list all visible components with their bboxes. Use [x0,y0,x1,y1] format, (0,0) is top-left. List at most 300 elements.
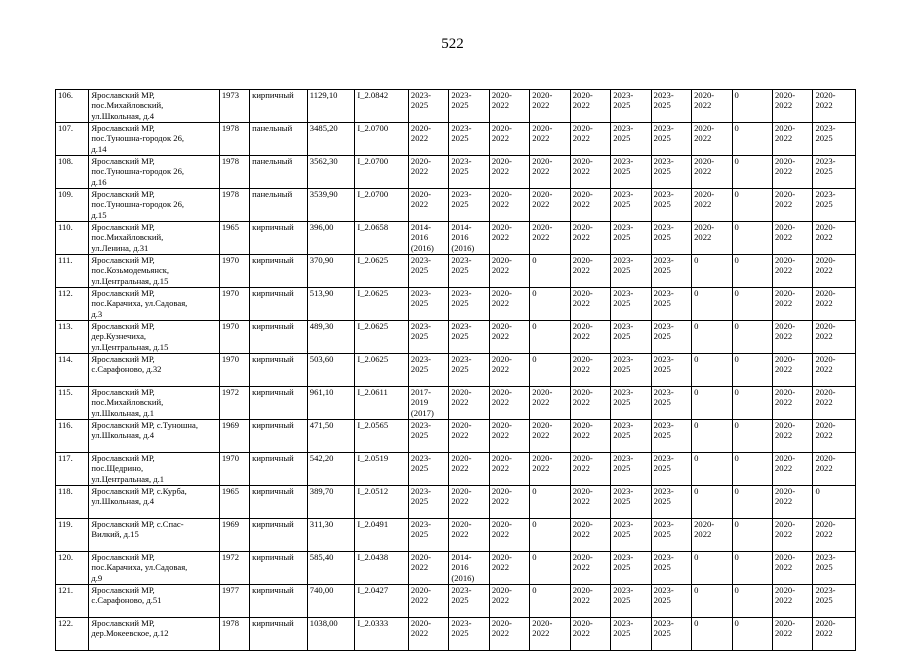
period-cell: 0 [692,420,732,453]
period-cell: 2020- 2022 [570,585,610,618]
period-cell: 0 [692,486,732,519]
year-cell: 1965 [219,222,249,255]
period-cell: 2023- 2025 [611,618,651,651]
row-number-cell: 121. [56,585,89,618]
period-cell: 2023- 2025 [611,453,651,486]
code-cell: I_2.0427 [355,585,409,618]
code-cell: I_2.0842 [355,90,409,123]
period-cell: 2020- 2022 [773,519,813,552]
period-cell: 2023- 2025 [611,156,651,189]
address-cell: Ярославский МР, с.Туношна, ул.Школьная, д.4 [89,420,219,453]
period-cell: 2023- 2025 [408,354,448,387]
period-cell: 0 [732,255,772,288]
row-number-cell: 119. [56,519,89,552]
period-cell: 2020- 2022 [773,486,813,519]
period-cell: 0 [530,519,570,552]
period-cell: 2023- 2025 [813,585,856,618]
address-cell: Ярославский МР, пос.Щедрино, ул.Центральная, д.1 [89,453,219,486]
period-cell: 2023- 2025 [449,189,489,222]
period-cell: 2020- 2022 [530,618,570,651]
row-number-cell: 113. [56,321,89,354]
period-cell: 2023- 2025 [408,288,448,321]
table-row [56,420,856,453]
period-cell: 2020- 2022 [813,255,856,288]
period-cell: 2023- 2025 [651,618,691,651]
period-cell: 2023- 2025 [408,321,448,354]
year-cell: 1970 [219,288,249,321]
area-cell: 471,50 [307,420,355,453]
area-cell: 542,20 [307,453,355,486]
period-cell: 2020- 2022 [489,189,529,222]
area-cell: 513,90 [307,288,355,321]
row-number-cell: 115. [56,387,89,420]
row-number-cell: 107. [56,123,89,156]
period-cell: 0 [692,453,732,486]
period-cell: 0 [732,288,772,321]
period-cell: 2020- 2022 [692,519,732,552]
period-cell: 2020- 2022 [489,90,529,123]
period-cell: 2020- 2022 [692,90,732,123]
period-cell: 2020- 2022 [570,123,610,156]
wall-material-cell: кирпичный [250,453,308,486]
period-cell: 2023- 2025 [651,420,691,453]
period-cell: 0 [732,387,772,420]
period-cell: 2020- 2022 [773,387,813,420]
period-cell: 2023- 2025 [449,123,489,156]
area-cell: 370,90 [307,255,355,288]
period-cell: 2020- 2022 [813,453,856,486]
wall-material-cell: панельный [250,123,308,156]
period-cell: 2020- 2022 [489,453,529,486]
period-cell: 0 [692,585,732,618]
address-cell: Ярославский МР, с.Курба, ул.Школьная, д.4 [89,486,219,519]
row-number-cell: 120. [56,552,89,585]
table-row [56,618,856,651]
wall-material-cell: кирпичный [250,618,308,651]
period-cell: 2020- 2022 [570,321,610,354]
period-cell: 0 [732,354,772,387]
table-row [56,354,856,387]
year-cell: 1978 [219,189,249,222]
page-number: 522 [441,36,464,52]
period-cell: 0 [732,321,772,354]
period-cell: 2023- 2025 [611,90,651,123]
table-row [56,90,856,123]
period-cell: 2023- 2025 [611,255,651,288]
period-cell: 2020- 2022 [773,255,813,288]
code-cell: I_2.0700 [355,156,409,189]
period-cell: 2020- 2022 [813,519,856,552]
period-cell: 2020- 2022 [773,420,813,453]
period-cell: 2020- 2022 [570,156,610,189]
period-cell: 0 [692,618,732,651]
period-cell: 0 [732,420,772,453]
period-cell: 2020- 2022 [773,321,813,354]
period-cell: 0 [530,321,570,354]
row-number-cell: 114. [56,354,89,387]
period-cell: 2020- 2022 [530,156,570,189]
period-cell: 2023- 2025 [449,321,489,354]
period-cell: 0 [732,156,772,189]
code-cell: I_2.0625 [355,255,409,288]
period-cell: 0 [732,222,772,255]
period-cell: 2023- 2025 [449,255,489,288]
period-cell: 2023- 2025 [611,486,651,519]
period-cell: 2023- 2025 [611,189,651,222]
period-cell: 2020- 2022 [570,189,610,222]
wall-material-cell: кирпичный [250,255,308,288]
period-cell: 2020- 2022 [449,453,489,486]
period-cell: 2023- 2025 [611,552,651,585]
area-cell: 585,40 [307,552,355,585]
address-cell: Ярославский МР, пос.Михайловский, ул.Школьная, д.1 [89,387,219,420]
year-cell: 1973 [219,90,249,123]
period-cell: 2023- 2025 [611,420,651,453]
period-cell: 2023- 2025 [449,585,489,618]
period-cell: 2020- 2022 [773,288,813,321]
address-cell: Ярославский МР, пос.Карачиха, ул.Садовая, д.9 [89,552,219,585]
period-cell: 0 [692,288,732,321]
period-cell: 2020- 2022 [489,255,529,288]
wall-material-cell: кирпичный [250,321,308,354]
period-cell: 2020- 2022 [570,618,610,651]
period-cell: 2023- 2025 [449,354,489,387]
period-cell: 2020- 2022 [530,189,570,222]
period-cell: 2023- 2025 [813,189,856,222]
period-cell: 2023- 2025 [813,552,856,585]
period-cell: 2020- 2022 [408,189,448,222]
period-cell: 2023- 2025 [611,519,651,552]
area-cell: 389,70 [307,486,355,519]
period-cell: 2020- 2022 [489,222,529,255]
period-cell: 2020- 2022 [449,387,489,420]
table-row [56,189,856,222]
row-number-cell: 109. [56,189,89,222]
period-cell: 2023- 2025 [651,486,691,519]
row-number-cell: 117. [56,453,89,486]
period-cell: 2020- 2022 [813,288,856,321]
period-cell: 2020- 2022 [773,156,813,189]
period-cell: 2020- 2022 [692,123,732,156]
period-cell: 2020- 2022 [408,585,448,618]
period-cell: 2014- 2016 (2016) [449,222,489,255]
address-cell: Ярославский МР, пос.Туношна-городок 26, д.15 [89,189,219,222]
period-cell: 2023- 2025 [408,453,448,486]
code-cell: I_2.0700 [355,123,409,156]
period-cell: 0 [530,552,570,585]
period-cell: 2020- 2022 [489,486,529,519]
period-cell: 2023- 2025 [408,486,448,519]
period-cell: 2020- 2022 [449,519,489,552]
address-cell: Ярославский МР, дер.Кузнечиха, ул.Центральная, д.15 [89,321,219,354]
period-cell: 2020- 2022 [489,321,529,354]
period-cell: 2020- 2022 [489,519,529,552]
year-cell: 1978 [219,156,249,189]
period-cell: 0 [530,354,570,387]
period-cell: 2023- 2025 [651,189,691,222]
table-row [56,288,856,321]
period-cell: 0 [692,255,732,288]
area-cell: 3539,90 [307,189,355,222]
period-cell: 2023- 2025 [611,321,651,354]
row-number-cell: 110. [56,222,89,255]
period-cell: 2020- 2022 [773,354,813,387]
wall-material-cell: кирпичный [250,519,308,552]
wall-material-cell: кирпичный [250,90,308,123]
period-cell: 2020- 2022 [773,618,813,651]
address-cell: Ярославский МР, пос.Карачиха, ул.Садовая, д.3 [89,288,219,321]
code-cell: I_2.0565 [355,420,409,453]
period-cell: 2020- 2022 [489,288,529,321]
period-cell: 2020- 2022 [489,123,529,156]
year-cell: 1969 [219,519,249,552]
period-cell: 2023- 2025 [651,255,691,288]
table-row [56,255,856,288]
period-cell: 2020- 2022 [489,387,529,420]
row-number-cell: 112. [56,288,89,321]
period-cell: 0 [732,486,772,519]
period-cell: 2020- 2022 [530,90,570,123]
code-cell: I_2.0333 [355,618,409,651]
period-cell: 2023- 2025 [611,387,651,420]
row-number-cell: 111. [56,255,89,288]
period-cell: 0 [813,486,856,519]
table-row [56,585,856,618]
table-row [56,222,856,255]
period-cell: 2023- 2025 [449,288,489,321]
code-cell: I_2.0625 [355,321,409,354]
wall-material-cell: кирпичный [250,387,308,420]
address-cell: Ярославский МР, с.Спас- Вилкий, д.15 [89,519,219,552]
period-cell: 2023- 2025 [651,585,691,618]
period-cell: 2020- 2022 [813,222,856,255]
address-cell: Ярославский МР, пос.Туношна-городок 26, д.14 [89,123,219,156]
year-cell: 1969 [219,420,249,453]
period-cell: 2020- 2022 [773,189,813,222]
period-cell: 0 [732,189,772,222]
period-cell: 2020- 2022 [530,123,570,156]
period-cell: 2020- 2022 [449,420,489,453]
table-row [56,486,856,519]
area-cell: 489,30 [307,321,355,354]
address-cell: Ярославский МР, с.Сарафоново, д.32 [89,354,219,387]
period-cell: 0 [732,453,772,486]
address-cell: Ярославский МР, пос.Туношна-городок 26, д.16 [89,156,219,189]
period-cell: 2023- 2025 [651,453,691,486]
period-cell: 2023- 2025 [651,123,691,156]
year-cell: 1978 [219,123,249,156]
period-cell: 2020- 2022 [813,420,856,453]
period-cell: 2020- 2022 [489,156,529,189]
period-cell: 2020- 2022 [692,156,732,189]
period-cell: 2020- 2022 [489,420,529,453]
period-cell: 2023- 2025 [408,255,448,288]
period-cell: 2020- 2022 [773,123,813,156]
area-cell: 503,60 [307,354,355,387]
housing-register-table [55,89,856,651]
period-cell: 2020- 2022 [570,255,610,288]
period-cell: 2023- 2025 [449,618,489,651]
table-row [56,453,856,486]
year-cell: 1970 [219,255,249,288]
wall-material-cell: кирпичный [250,486,308,519]
period-cell: 2023- 2025 [449,156,489,189]
period-cell: 2023- 2025 [408,90,448,123]
period-cell: 2020- 2022 [570,387,610,420]
period-cell: 2023- 2025 [651,354,691,387]
period-cell: 2020- 2022 [570,519,610,552]
period-cell: 0 [732,618,772,651]
period-cell: 2020- 2022 [530,420,570,453]
period-cell: 2023- 2025 [651,288,691,321]
period-cell: 2020- 2022 [570,222,610,255]
period-cell: 2020- 2022 [408,618,448,651]
period-cell: 2023- 2025 [408,519,448,552]
period-cell: 2020- 2022 [570,288,610,321]
code-cell: I_2.0491 [355,519,409,552]
wall-material-cell: кирпичный [250,288,308,321]
code-cell: I_2.0519 [355,453,409,486]
row-number-cell: 122. [56,618,89,651]
year-cell: 1978 [219,618,249,651]
period-cell: 2020- 2022 [570,552,610,585]
year-cell: 1972 [219,387,249,420]
wall-material-cell: кирпичный [250,222,308,255]
year-cell: 1972 [219,552,249,585]
code-cell: I_2.0625 [355,288,409,321]
period-cell: 2023- 2025 [813,123,856,156]
period-cell: 2020- 2022 [813,618,856,651]
area-cell: 740,00 [307,585,355,618]
period-cell: 0 [692,321,732,354]
period-cell: 2023- 2025 [651,156,691,189]
area-cell: 3562,30 [307,156,355,189]
period-cell: 2020- 2022 [408,156,448,189]
period-cell: 2020- 2022 [489,585,529,618]
wall-material-cell: кирпичный [250,585,308,618]
area-cell: 396,00 [307,222,355,255]
period-cell: 2020- 2022 [570,354,610,387]
period-cell: 2023- 2025 [611,354,651,387]
code-cell: I_2.0611 [355,387,409,420]
code-cell: I_2.0512 [355,486,409,519]
period-cell: 0 [692,552,732,585]
address-cell: Ярославский МР, пос.Козьмодемьянск, ул.Центральная, д.15 [89,255,219,288]
period-cell: 2020- 2022 [813,321,856,354]
period-cell: 0 [732,123,772,156]
area-cell: 961,10 [307,387,355,420]
period-cell: 2020- 2022 [692,189,732,222]
period-cell: 0 [692,354,732,387]
period-cell: 2020- 2022 [530,387,570,420]
period-cell: 2014- 2016 (2016) [408,222,448,255]
period-cell: 2023- 2025 [611,585,651,618]
period-cell: 2020- 2022 [449,486,489,519]
period-cell: 0 [732,519,772,552]
year-cell: 1970 [219,354,249,387]
period-cell: 2020- 2022 [570,420,610,453]
period-cell: 2020- 2022 [489,552,529,585]
period-cell: 2023- 2025 [651,387,691,420]
period-cell: 2023- 2025 [611,288,651,321]
wall-material-cell: панельный [250,189,308,222]
period-cell: 2020- 2022 [489,354,529,387]
wall-material-cell: кирпичный [250,420,308,453]
row-number-cell: 108. [56,156,89,189]
row-number-cell: 106. [56,90,89,123]
period-cell: 2020- 2022 [408,552,448,585]
period-cell: 0 [530,585,570,618]
area-cell: 311,30 [307,519,355,552]
code-cell: I_2.0700 [355,189,409,222]
period-cell: 2020- 2022 [530,453,570,486]
period-cell: 2020- 2022 [408,123,448,156]
period-cell: 0 [530,486,570,519]
period-cell: 2020- 2022 [813,90,856,123]
table-row [56,123,856,156]
address-cell: Ярославский МР, пос.Михайловский, ул.Школьная, д.4 [89,90,219,123]
period-cell: 2023- 2025 [651,552,691,585]
year-cell: 1970 [219,453,249,486]
period-cell: 2020- 2022 [570,453,610,486]
period-cell: 2023- 2025 [651,222,691,255]
period-cell: 2020- 2022 [530,222,570,255]
period-cell: 0 [732,90,772,123]
table-row [56,387,856,420]
period-cell: 2023- 2025 [611,123,651,156]
period-cell: 0 [732,552,772,585]
period-cell: 2020- 2022 [773,585,813,618]
address-cell: Ярославский МР, с.Сарафоново, д.51 [89,585,219,618]
period-cell: 2023- 2025 [611,222,651,255]
area-cell: 3485,20 [307,123,355,156]
period-cell: 2020- 2022 [813,387,856,420]
period-cell: 0 [530,255,570,288]
row-number-cell: 116. [56,420,89,453]
address-cell: Ярославский МР, дер.Мокеевское, д.12 [89,618,219,651]
period-cell: 2023- 2025 [651,519,691,552]
period-cell: 2023- 2025 [449,90,489,123]
period-cell: 2023- 2025 [408,420,448,453]
area-cell: 1129,10 [307,90,355,123]
wall-material-cell: панельный [250,156,308,189]
wall-material-cell: кирпичный [250,354,308,387]
table-row [56,552,856,585]
period-cell: 0 [692,387,732,420]
period-cell: 2020- 2022 [570,486,610,519]
table-row [56,519,856,552]
period-cell: 0 [530,288,570,321]
period-cell: 2020- 2022 [692,222,732,255]
year-cell: 1970 [219,321,249,354]
period-cell: 2014- 2016 (2016) [449,552,489,585]
period-cell: 2020- 2022 [773,552,813,585]
period-cell: 2020- 2022 [773,222,813,255]
address-cell: Ярославский МР, пос.Михайловский, ул.Ленина, д.31 [89,222,219,255]
period-cell: 2023- 2025 [651,321,691,354]
period-cell: 2020- 2022 [773,90,813,123]
code-cell: I_2.0438 [355,552,409,585]
table-row [56,321,856,354]
period-cell: 2020- 2022 [489,618,529,651]
year-cell: 1977 [219,585,249,618]
code-cell: I_2.0625 [355,354,409,387]
code-cell: I_2.0658 [355,222,409,255]
period-cell: 2023- 2025 [651,90,691,123]
period-cell: 0 [732,585,772,618]
wall-material-cell: кирпичный [250,552,308,585]
period-cell: 2023- 2025 [813,156,856,189]
